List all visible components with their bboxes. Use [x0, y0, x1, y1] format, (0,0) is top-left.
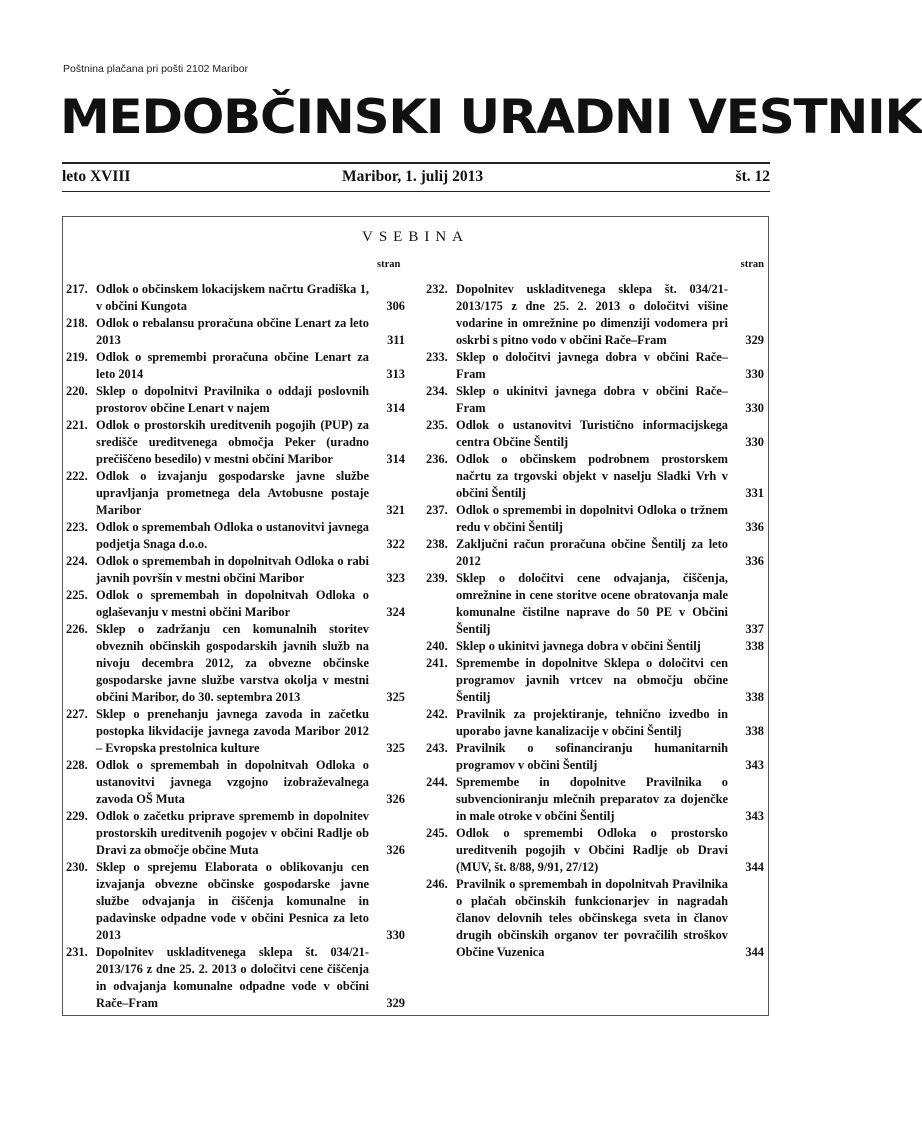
- entry-page-number: 313: [386, 367, 405, 381]
- contents-entry[interactable]: [63, 944, 409, 1012]
- entry-title: Dopolnitev uskladitvenega sklepa št. 034/21-2013/175 z dne 25. 2. 2013 o določitvi višine vodarine in omrežnine po dimenziji vodomera pri oskrbi s pitno vodo v občini Rače–Fram: [456, 282, 728, 347]
- masthead-title: MEDOBČINSKI URADNI VESTNIK: [60, 89, 922, 145]
- issue-year: leto XVIII: [62, 168, 131, 185]
- entry-page-number: 331: [745, 486, 764, 500]
- entry-number: 218.: [66, 316, 88, 330]
- entry-number: 237.: [426, 503, 448, 517]
- page-column-header-left: stran: [377, 259, 401, 270]
- entry-number: 226.: [66, 622, 88, 636]
- contents-entry[interactable]: [63, 281, 409, 315]
- entry-title: Spremembe in dopolnitve Sklepa o določitvi cen programov javnih vrtcev na območju občine Šentilj: [456, 656, 728, 704]
- entry-number: 229.: [66, 809, 88, 823]
- entry-page-number: 311: [387, 333, 405, 347]
- contents-entry[interactable]: [63, 706, 409, 757]
- contents-title: VSEBINA: [361, 229, 469, 245]
- contents-column-right: [423, 281, 768, 961]
- entry-title: Sklep o prenehanju javnega zavoda in začetku postopka likvidacije javnega zavoda Maribor 2012 – Evropska prestolnica kulture: [96, 707, 369, 755]
- entry-number: 240.: [426, 639, 448, 653]
- masthead-rule-bottom: [62, 191, 770, 192]
- contents-entry[interactable]: [423, 774, 768, 825]
- entry-page-number: 329: [386, 996, 405, 1010]
- contents-entry[interactable]: [423, 655, 768, 706]
- entry-number: 224.: [66, 554, 88, 568]
- entry-number: 232.: [426, 282, 448, 296]
- issue-place-date: Maribor, 1. julij 2013: [342, 168, 484, 185]
- entry-number: 241.: [426, 656, 448, 670]
- contents-column-left: [63, 281, 409, 1012]
- entry-title: Sklep o sprejemu Elaborata o oblikovanju cen izvajanja obvezne občinske gospodarske javne službe odvajanja in čiščenja komunalne in padavinske odpadne vode v občini Pesnica za leto 2013: [96, 860, 369, 942]
- entry-title: Pravilnik o spremembah in dopolnitvah Pravilnika o plačah občinskih funkcionarjev in nagradah članov delovnih teles občinskega sveta in članov drugih občinskih organov ter povračilih stroškov Občine Vuzenica: [456, 877, 728, 959]
- entry-number: 238.: [426, 537, 448, 551]
- entry-page-number: 325: [386, 690, 405, 704]
- entry-number: 221.: [66, 418, 88, 432]
- entry-title: Sklep o določitvi javnega dobra v občini Rače–Fram: [456, 350, 728, 381]
- entry-number: 228.: [66, 758, 88, 772]
- entry-page-number: 306: [386, 299, 405, 313]
- entry-number: 225.: [66, 588, 88, 602]
- entry-title: Odlok o spremembi proračuna občine Lenart za leto 2014: [96, 350, 369, 381]
- entry-page-number: 325: [386, 741, 405, 755]
- entry-number: 236.: [426, 452, 448, 466]
- contents-entry[interactable]: [63, 587, 409, 621]
- contents-entry[interactable]: [423, 417, 768, 451]
- contents-entry[interactable]: [63, 621, 409, 706]
- entry-page-number: 344: [745, 860, 764, 874]
- contents-entry[interactable]: [63, 383, 409, 417]
- issue-info-row: [62, 166, 770, 188]
- entry-title: Pravilnik o sofinanciranju humanitarnih programov v občini Šentilj: [456, 741, 728, 772]
- entry-title: Sklep o določitvi cene odvajanja, čiščenja, omrežnine in cene storitve ocene obratovanja male komunalne čistilne naprave do 50 PE v Občini Šentilj: [456, 571, 728, 636]
- entry-title: Sklep o ukinitvi javnega dobra v občini Šentilj: [456, 639, 701, 653]
- entry-page-number: 330: [745, 401, 764, 415]
- entry-title: Odlok o spremembah in dopolnitvah Odloka o rabi javnih površin v mestni občini Maribor: [96, 554, 369, 585]
- entry-page-number: 322: [386, 537, 405, 551]
- entry-title: Odlok o ustanovitvi Turistično informacijskega centra Občine Šentilj: [456, 418, 728, 449]
- page-column-header-right: stran: [740, 259, 764, 270]
- entry-number: 219.: [66, 350, 88, 364]
- entry-number: 242.: [426, 707, 448, 721]
- entry-page-number: 343: [745, 809, 764, 823]
- entry-page-number: 330: [745, 367, 764, 381]
- entry-title: Odlok o prostorskih ureditvenih pogojih (PUP) za središče ureditvenega območja Peker (uradno prečiščeno besedilo) v mestni občini Maribor: [96, 418, 369, 466]
- entry-page-number: 337: [745, 622, 764, 636]
- entry-number: 235.: [426, 418, 448, 432]
- entry-number: 220.: [66, 384, 88, 398]
- entry-page-number: 336: [745, 554, 764, 568]
- table-of-contents: [62, 216, 769, 1016]
- contents-entry[interactable]: [423, 876, 768, 961]
- entry-number: 223.: [66, 520, 88, 534]
- contents-entry[interactable]: [63, 808, 409, 859]
- entry-number: 233.: [426, 350, 448, 364]
- entry-number: 243.: [426, 741, 448, 755]
- entry-title: Odlok o spremembah in dopolnitvah Odloka o oglaševanju v mestni občini Maribor: [96, 588, 369, 619]
- contents-entry[interactable]: [63, 519, 409, 553]
- contents-entry[interactable]: [63, 757, 409, 808]
- entry-number: 239.: [426, 571, 448, 585]
- entry-title: Odlok o spremembah in dopolnitvah Odloka o ustanovitvi javnega vzgojno izobraževalnega zavoda OŠ Muta: [96, 758, 369, 806]
- issue-number: št. 12: [735, 168, 770, 185]
- entry-title: Spremembe in dopolnitve Pravilnika o subvencioniranju mlečnih preparatov za dojenčke in male otroke v občini Šentilj: [456, 775, 728, 823]
- entry-number: 227.: [66, 707, 88, 721]
- entry-page-number: 330: [386, 928, 405, 942]
- entry-number: 245.: [426, 826, 448, 840]
- entry-page-number: 329: [745, 333, 764, 347]
- entry-title: Odlok o občinskem lokacijskem načrtu Gradiška 1, v občini Kungota: [96, 282, 369, 313]
- contents-entry[interactable]: [423, 383, 768, 417]
- contents-entry[interactable]: [63, 553, 409, 587]
- entry-title: Odlok o spremembi Odloka o prostorsko ureditvenih pogojih v Občini Radlje ob Dravi (MUV, št. 8/88, 9/91, 27/12): [456, 826, 728, 874]
- entry-title: Sklep o dopolnitvi Pravilnika o oddaji poslovnih prostorov občine Lenart v najem: [96, 384, 369, 415]
- entry-page-number: 338: [745, 724, 764, 738]
- entry-title: Zaključni račun proračuna občine Šentilj za leto 2012: [456, 537, 728, 568]
- postage-note: Poštnina plačana pri pošti 2102 Maribor: [63, 63, 249, 75]
- entry-page-number: 338: [745, 639, 764, 653]
- contents-entry[interactable]: [63, 349, 409, 383]
- entry-title: Odlok o začetku priprave sprememb in dopolnitev prostorskih ureditvenih pogojev v občini Radlje ob Dravi za območje občine Muta: [96, 809, 369, 857]
- entry-page-number: 321: [386, 503, 405, 517]
- entry-number: 244.: [426, 775, 448, 789]
- entry-title: Odlok o izvajanju gospodarske javne službe upravljanja prometnega dela Avtobusne postaje Maribor: [96, 469, 369, 517]
- masthead-rule-top: [62, 162, 770, 164]
- entry-page-number: 344: [745, 945, 764, 959]
- contents-entry[interactable]: [423, 502, 768, 536]
- entry-page-number: 314: [386, 401, 405, 415]
- entry-title: Sklep o zadržanju cen komunalnih storitev obveznih občinskih gospodarskih javnih služb na nivoju decembra 2012, za obvezne občinske gospodarske javne službe varstva okolja v mestni občini Maribor, do 30. septembra 2013: [96, 622, 369, 704]
- entry-title: Odlok o spremembi in dopolnitvi Odloka o tržnem redu v občini Šentilj: [456, 503, 728, 534]
- entry-page-number: 343: [745, 758, 764, 772]
- entry-title: Dopolnitev uskladitvenega sklepa št. 034/21-2013/176 z dne 25. 2. 2013 o določitvi cene čiščenja in odvajanja komunalne odpadne vode v občini Rače–Fram: [96, 945, 369, 1010]
- entry-title: Odlok o rebalansu proračuna občine Lenart za leto 2013: [96, 316, 369, 347]
- contents-entry[interactable]: [423, 638, 768, 655]
- entry-page-number: 323: [386, 571, 405, 585]
- contents-entry[interactable]: [423, 349, 768, 383]
- entry-page-number: 326: [386, 792, 405, 806]
- entry-number: 234.: [426, 384, 448, 398]
- entry-page-number: 314: [386, 452, 405, 466]
- entry-title: Pravilnik za projektiranje, tehnično izvedbo in uporabo javne kanalizacije v občini Šentilj: [456, 707, 728, 738]
- entry-number: 222.: [66, 469, 88, 483]
- contents-entry[interactable]: [423, 451, 768, 502]
- contents-entry[interactable]: [423, 536, 768, 570]
- contents-entry[interactable]: [63, 315, 409, 349]
- contents-entry[interactable]: [63, 417, 409, 468]
- entry-page-number: 330: [745, 435, 764, 449]
- entry-page-number: 338: [745, 690, 764, 704]
- entry-number: 230.: [66, 860, 88, 874]
- entry-number: 231.: [66, 945, 88, 959]
- contents-entry[interactable]: [63, 468, 409, 519]
- contents-entry[interactable]: [63, 859, 409, 944]
- entry-title: Odlok o občinskem podrobnem prostorskem načrtu za trgovski objekt v naselju Sladki Vrh v občini Šentilj: [456, 452, 728, 500]
- entry-page-number: 336: [745, 520, 764, 534]
- contents-entry[interactable]: [423, 825, 768, 876]
- contents-entry[interactable]: [423, 706, 768, 740]
- entry-title: Odlok o spremembah Odloka o ustanovitvi javnega podjetja Snaga d.o.o.: [96, 520, 369, 551]
- contents-entry[interactable]: [423, 281, 768, 349]
- contents-entry[interactable]: [423, 570, 768, 638]
- contents-entry[interactable]: [423, 740, 768, 774]
- entry-title: Sklep o ukinitvi javnega dobra v občini Rače–Fram: [456, 384, 728, 415]
- entry-page-number: 326: [386, 843, 405, 857]
- entry-number: 217.: [66, 282, 88, 296]
- entry-number: 246.: [426, 877, 448, 891]
- entry-page-number: 324: [386, 605, 405, 619]
